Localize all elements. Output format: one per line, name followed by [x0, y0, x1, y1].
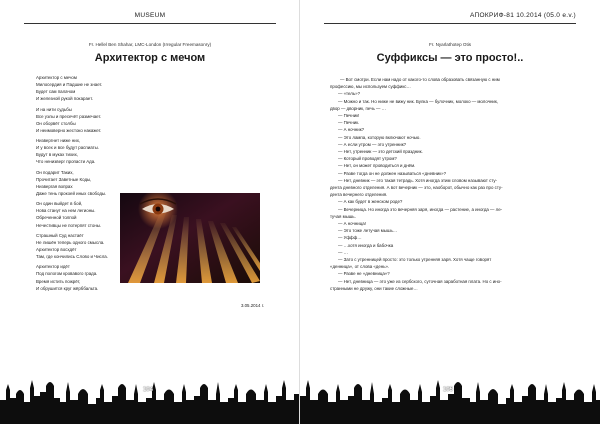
poem-line: Он подарит Таких,: [36, 169, 74, 175]
author-byline-left: Fr. Hellel Ben Shahar, LMC-London (Irregular Freemasonry): [88, 42, 212, 47]
article-line: — Вот смотри. Если нам надо от какого-то слова образовать связанную с ним: [340, 77, 500, 82]
article-line: двор — дворник, печь — …: [330, 105, 386, 111]
article-line: — Разве не «дневница»?: [338, 271, 390, 277]
article-line: «денница», от слова «день».: [330, 264, 390, 270]
poem-stanza: [36, 74, 176, 102]
poem-line: Низвергнет ниже них,: [36, 138, 81, 144]
article-line: дента вечернего отделения.: [330, 192, 388, 198]
right-page: [300, 0, 600, 424]
illustration-eye-and-light-rays: [120, 193, 260, 283]
article-line: — Зато с утренницей просто: это только утренняя заря. Хотя чаще говорят: [338, 257, 492, 263]
city-skyline-silhouette-left: [0, 372, 300, 424]
article-line: — Печник.: [338, 120, 360, 126]
article-line: — Это лампа, которую включают ночью.: [338, 134, 421, 140]
poem-line: Архитектор восхдёт: [36, 247, 77, 252]
poem-line: Нова станут на нем легионы.: [36, 208, 96, 214]
poem-line: Страшный Суд настаёт: [36, 232, 84, 238]
article-line: — Уффф…: [338, 235, 362, 241]
poem-title: Архитектор с мечом: [94, 52, 206, 64]
article-line: — Нет, дневница — это уже из сербского, суточная заработная плата. Но с ино-: [338, 278, 502, 284]
page-number-left: 194: [142, 387, 153, 393]
article-line: — Нет, дневник — это такая тетрадь. Хотя иногда этим словом называют сту-: [338, 177, 497, 183]
poem-line: И неимоверно жестоко накажет.: [36, 127, 102, 133]
article-line: — Вечерница. Но иногда это вечерняя заря, иногда — растение, а иногда — ле-: [338, 206, 503, 212]
poem-date: 3.05.2014 г.: [240, 303, 264, 308]
poem-line: И у всех и все будут распиаты.: [36, 145, 99, 151]
article-line: — …: [338, 249, 349, 255]
article-line: — Разве тогда он не должен называться «дневник»?: [338, 170, 447, 176]
poem-line: И железной рукой покарает.: [36, 96, 93, 102]
article-line: — Который проводят утром?: [338, 156, 397, 162]
poem-line: Архитектор с мечом: [36, 75, 77, 80]
article-line: — Нет, утренник — это детский праздник.: [338, 149, 423, 155]
running-head-left: MUSEUM: [24, 12, 276, 24]
article-line: — А ночник?: [338, 127, 365, 133]
poem-stanza: [36, 106, 176, 134]
poem-line: Под пологом кровавого града.: [36, 271, 98, 277]
article-line: — «тель»?: [338, 91, 361, 97]
poem-line: Он один выйдет в бой,: [36, 201, 83, 207]
poem-line: Он оборвёт столбы: [36, 120, 76, 126]
article-line: — А если утром — это утренник?: [338, 141, 407, 147]
article-title: Суффиксы — это просто!..: [376, 52, 524, 64]
city-skyline-silhouette-right: [300, 372, 600, 424]
article-line: тучая мышь.: [330, 213, 356, 219]
poem-line: Там, где кончились Слово и Числа.: [36, 254, 108, 260]
article-line: — Можно и так. Но ниже не вижу ник. Булка — булочник, молоко — молочник,: [338, 98, 499, 104]
article-line: — Это тоже летучая мышь…: [338, 228, 398, 234]
article-line: — …хотя иногда и бабочка: [338, 242, 394, 248]
article-line: — А как будет в женском роде?: [338, 199, 403, 205]
poem-line: Низвергая вопрах: [36, 183, 73, 189]
article-body: [330, 76, 580, 292]
running-head-right: АПОКРИФ-81 10.2014 (05.0 e.v.): [324, 12, 576, 24]
poem-line: Все узлы и пресечёт размечает.: [36, 113, 102, 119]
poem-line: Даже тень прокоей иных свободы.: [36, 190, 107, 196]
article-line: — А ночница!: [338, 221, 366, 227]
article-line: профессию, мы используем суффикс…: [330, 84, 411, 90]
article-line: странными не дружу, они такие сложные…: [330, 285, 418, 291]
poem-stanza: [36, 137, 176, 165]
poem-line: Не лишён теперь одного смысла.: [36, 239, 105, 245]
poem-line: Время истить пожрёт,: [36, 278, 81, 284]
poem-line: И на нити судьбы: [36, 106, 72, 112]
author-byline-right: Fr. Nyarlathotep Otis: [428, 42, 472, 47]
article-line: — Печник!: [338, 113, 360, 119]
poem-line: Будут в муках тихих,: [36, 152, 79, 158]
poem-line: Что ненизверг пропасти Ада.: [36, 159, 96, 165]
article-line: — Нет, он может проводиться и днём.: [338, 163, 416, 169]
poem-line: Милосердия и Падшие не знает.: [36, 82, 103, 88]
poem-line: Прочитает Заветные Коды,: [36, 176, 92, 182]
page-number-right: 195: [442, 387, 453, 393]
poem-line: И обрушится круг жёрббальта.: [36, 285, 99, 291]
poem-line: Обреченной толпой: [36, 215, 77, 221]
poem-line: Нечестивцы не потерпят стоны.: [36, 222, 102, 228]
poem-line: Архитектор идёт: [36, 264, 70, 270]
poem-line: Будет сам палачом: [36, 89, 76, 95]
article-line: дента дневного отделения. А вот вечерник — это, наоборот, обычно как раз про сту-: [330, 185, 503, 191]
